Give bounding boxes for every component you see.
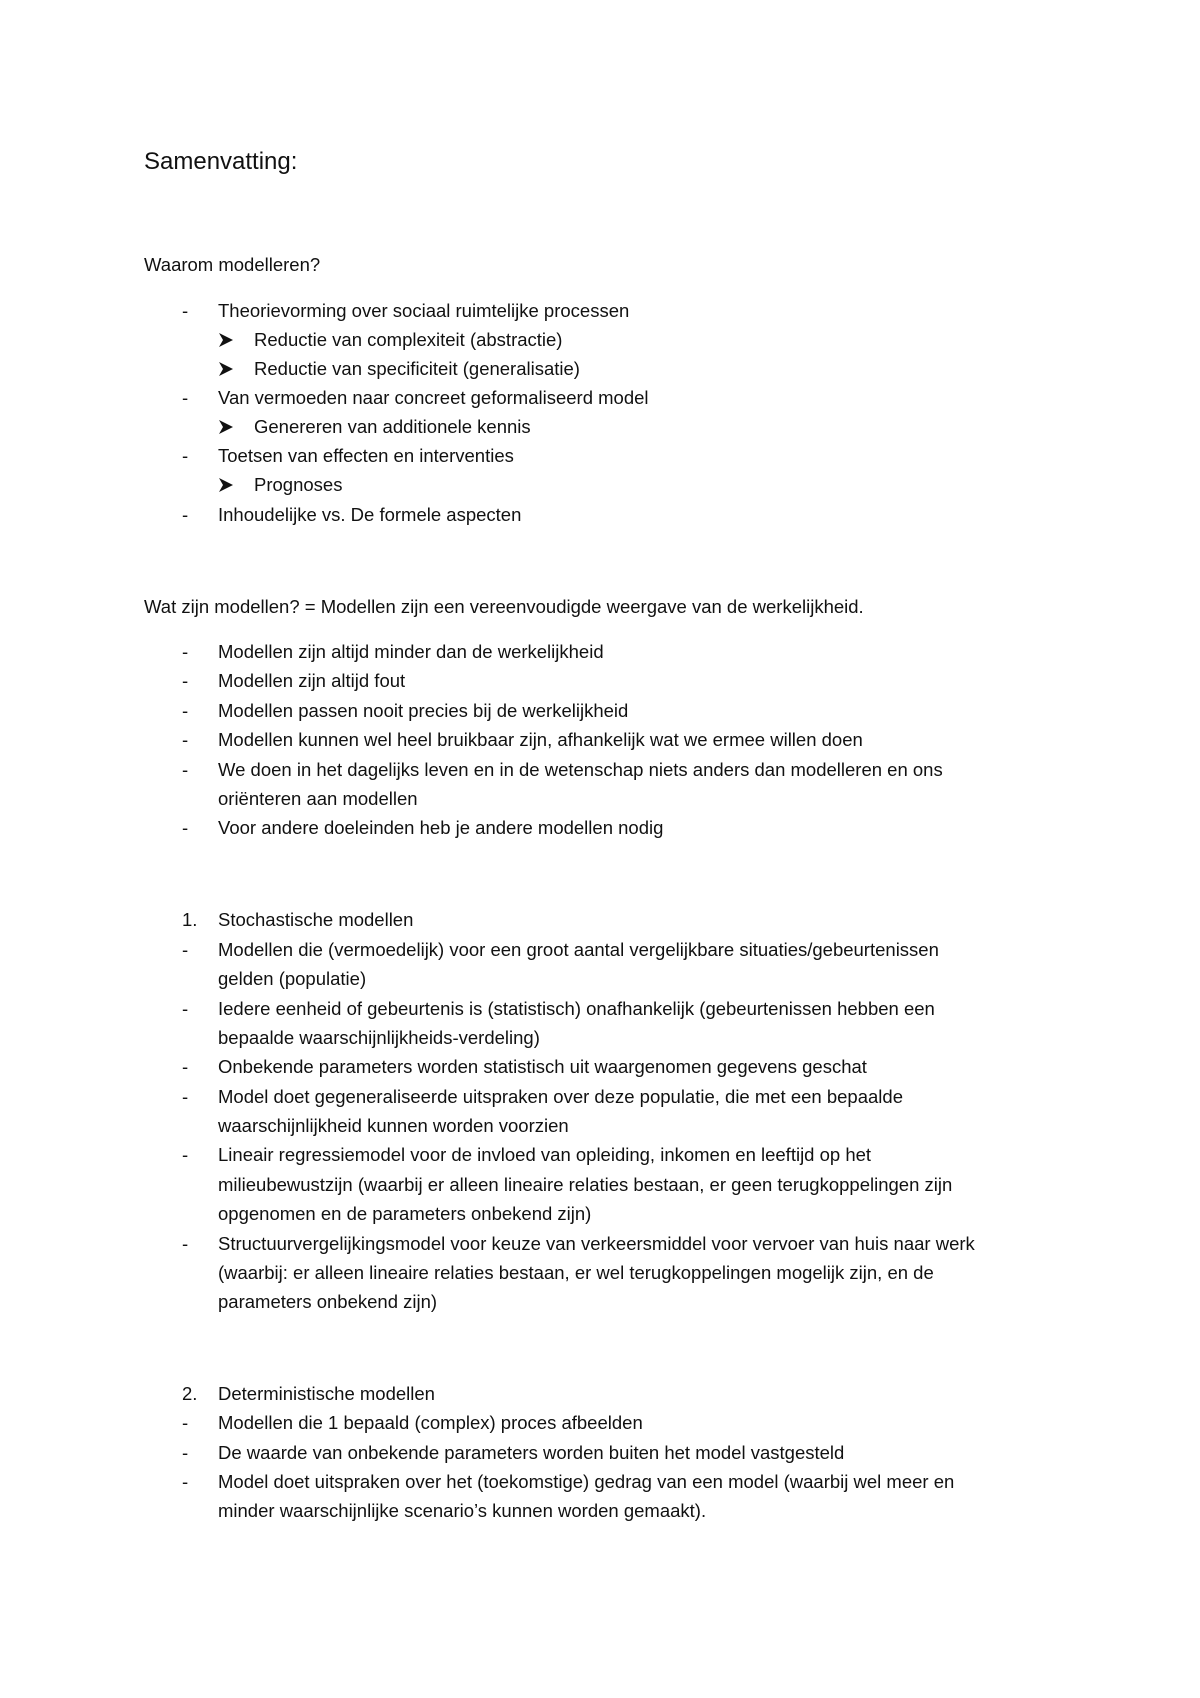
section-heading-wat: Wat zijn modellen? = Modellen zijn een vereenvoudigde weergave van de werkelijkheid. xyxy=(144,596,864,617)
list-item-text: Model doet gegeneraliseerde uitspraken over deze populatie, die met een bepaalde xyxy=(218,1086,903,1107)
dash-marker: - xyxy=(182,387,189,408)
dash-marker: - xyxy=(182,729,189,750)
list-item-text: Iedere eenheid of gebeurtenis is (statistisch) onafhankelijk (gebeurtenissen hebben een xyxy=(218,998,935,1019)
dash-marker: - xyxy=(182,1442,189,1463)
list-item-continuation: parameters onbekend zijn) xyxy=(218,1291,438,1312)
dash-marker: - xyxy=(182,641,189,662)
dash-marker: - xyxy=(182,300,189,321)
list-item-text: We doen in het dagelijks leven en in de wetenschap niets anders dan modelleren en ons xyxy=(218,759,943,780)
list-item-text: Structuurvergelijkingsmodel voor keuze van verkeersmiddel voor vervoer van huis naar werk xyxy=(218,1233,975,1254)
dash-marker: - xyxy=(182,1471,189,1492)
sub-list-item-text: Genereren van additionele kennis xyxy=(254,416,531,437)
dash-marker: - xyxy=(182,1144,189,1165)
dash-marker: - xyxy=(182,759,189,780)
dash-marker: - xyxy=(182,1086,189,1107)
list-item-text: Voor andere doeleinden heb je andere modellen nodig xyxy=(218,817,664,838)
list-item-text: Theorievorming over sociaal ruimtelijke processen xyxy=(218,300,630,321)
dash-marker: - xyxy=(182,939,189,960)
number-marker: 1. xyxy=(182,909,198,930)
sub-list-item-text: Reductie van specificiteit (generalisatie) xyxy=(254,358,580,379)
dash-marker: - xyxy=(182,700,189,721)
list-item-continuation: opgenomen en de parameters onbekend zijn) xyxy=(218,1203,592,1224)
list-item-text: Modellen zijn altijd fout xyxy=(218,670,406,691)
list-item-text: Toetsen van effecten en interventies xyxy=(218,445,514,466)
dash-marker: - xyxy=(182,670,189,691)
list-item-text: Modellen zijn altijd minder dan de werkelijkheid xyxy=(218,641,604,662)
dash-marker: - xyxy=(182,817,189,838)
section-heading: Deterministische modellen xyxy=(218,1383,435,1404)
list-item-text: De waarde van onbekende parameters worden buiten het model vastgesteld xyxy=(218,1442,845,1463)
page-title: Samenvatting: xyxy=(144,148,298,175)
arrowhead-bullet-icon xyxy=(218,470,236,493)
list-item-continuation: oriënteren aan modellen xyxy=(218,788,418,809)
section-heading-waarom: Waarom modelleren? xyxy=(144,254,321,275)
list-item-text: Model doet uitspraken over het (toekomstige) gedrag van een model (waarbij wel meer en xyxy=(218,1471,955,1492)
list-item-continuation: minder waarschijnlijke scenario’s kunnen worden gemaakt). xyxy=(218,1500,707,1521)
arrowhead-bullet-icon xyxy=(218,325,236,348)
list-item-text: Inhoudelijke vs. De formele aspecten xyxy=(218,504,522,525)
list-item-text: Modellen die 1 bepaald (complex) proces afbeelden xyxy=(218,1412,643,1433)
list-item-continuation: (waarbij: er alleen lineaire relaties bestaan, er wel terugkoppelingen mogelijk zijn, en de xyxy=(218,1262,934,1283)
dash-marker: - xyxy=(182,445,189,466)
dash-marker: - xyxy=(182,1056,189,1077)
dash-marker: - xyxy=(182,1233,189,1254)
list-item-text: Modellen kunnen wel heel bruikbaar zijn, afhankelijk wat we ermee willen doen xyxy=(218,729,863,750)
list-item-text: Modellen passen nooit precies bij de werkelijkheid xyxy=(218,700,629,721)
sub-list-item-text: Prognoses xyxy=(254,474,343,495)
list-item-continuation: gelden (populatie) xyxy=(218,968,367,989)
list-item-continuation: bepaalde waarschijnlijkheids-verdeling) xyxy=(218,1027,540,1048)
dash-marker: - xyxy=(182,504,189,525)
arrowhead-bullet-icon xyxy=(218,412,236,435)
dash-marker: - xyxy=(182,1412,189,1433)
list-item-text: Lineair regressiemodel voor de invloed van opleiding, inkomen en leeftijd op het xyxy=(218,1144,872,1165)
dash-marker: - xyxy=(182,998,189,1019)
list-item-continuation: milieubewustzijn (waarbij er alleen lineaire relaties bestaan, er geen terugkoppelingen zijn xyxy=(218,1174,953,1195)
number-marker: 2. xyxy=(182,1383,198,1404)
arrowhead-bullet-icon xyxy=(218,354,236,377)
section-heading: Stochastische modellen xyxy=(218,909,414,930)
list-item-continuation: waarschijnlijkheid kunnen worden voorzien xyxy=(218,1115,569,1136)
sub-list-item-text: Reductie van complexiteit (abstractie) xyxy=(254,329,563,350)
list-item-text: Onbekende parameters worden statistisch uit waargenomen gegevens geschat xyxy=(218,1056,867,1077)
list-item-text: Van vermoeden naar concreet geformaliseerd model xyxy=(218,387,649,408)
list-item-text: Modellen die (vermoedelijk) voor een groot aantal vergelijkbare situaties/gebeurtenissen xyxy=(218,939,939,960)
